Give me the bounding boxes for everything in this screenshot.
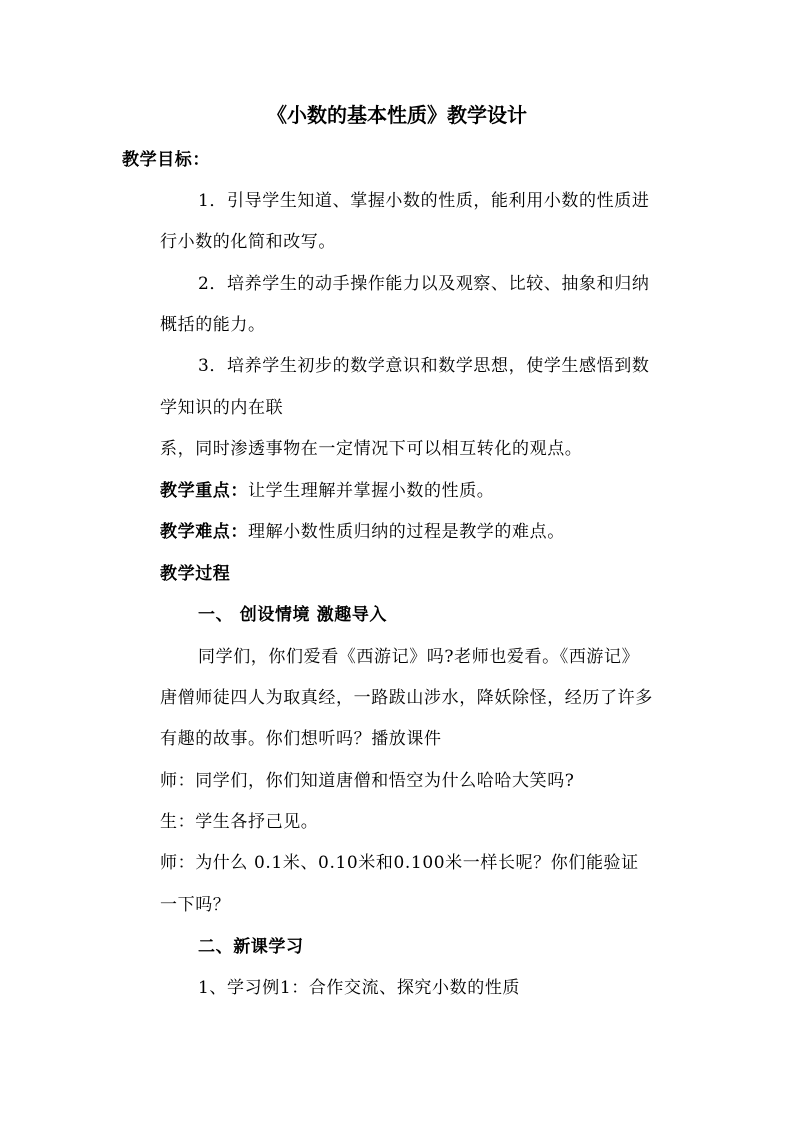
key-point-label: 教学重点：: [160, 481, 248, 501]
objective-1-line-2: 行小数的化简和改写。: [160, 232, 336, 252]
difficulty-text: 理解小数性质归纳的过程是教学的难点。: [248, 522, 565, 542]
paragraph-1-line-2: 唐僧师徒四人为取真经，一路跋山涉水，降妖除怪，经历了许多: [160, 688, 653, 708]
page-title: 《小数的基本性质》教学设计: [267, 103, 527, 127]
dialogue-teacher-1: 师：同学们，你们知道唐僧和悟空为什么哈哈大笑吗?: [160, 771, 575, 791]
objective-3-line-2: 学知识的内在联: [160, 398, 284, 418]
section-2-heading: 二、新课学习: [198, 937, 304, 957]
section-1-heading: 一、 创设情境 激趣导入: [198, 605, 388, 625]
dialogue-student-1: 生：学生各抒己见。: [160, 812, 319, 832]
objective-1-line-1: 1．引导学生知道、掌握小数的性质，能利用小数的性质进: [198, 191, 650, 211]
key-point: [160, 480, 494, 502]
process-heading: 教学过程: [160, 564, 231, 584]
difficulty-point: [160, 521, 565, 543]
difficulty-label: 教学难点：: [160, 522, 248, 542]
dialogue-teacher-2-line-2: 一下吗？: [160, 895, 231, 915]
objectives-heading: 教学目标：: [122, 150, 210, 170]
paragraph-1-line-1: 同学们，你们爱看《西游记》吗?老师也爱看。《西游记》: [198, 647, 640, 667]
dialogue-teacher-2-line-1: 师：为什么 0.1米、0.10米和0.100米一样长呢？你们能验证: [160, 853, 639, 873]
subsection-1-heading: 1、学习例1：合作交流、探究小数的性质: [198, 978, 521, 998]
objective-3-line-1: 3．培养学生初步的数学意识和数学思想，使学生感悟到数: [198, 356, 650, 376]
objective-3-line-3: 系，同时渗透事物在一定情况下可以相互转化的观点。: [160, 439, 583, 459]
key-point-text: 让学生理解并掌握小数的性质。: [248, 481, 495, 501]
objective-2-line-1: 2．培养学生的动手操作能力以及观察、比较、抽象和归纳: [198, 274, 650, 294]
paragraph-1-line-3: 有趣的故事。你们想听吗？播放课件: [160, 729, 442, 749]
objective-2-line-2: 概括的能力。: [160, 315, 266, 335]
